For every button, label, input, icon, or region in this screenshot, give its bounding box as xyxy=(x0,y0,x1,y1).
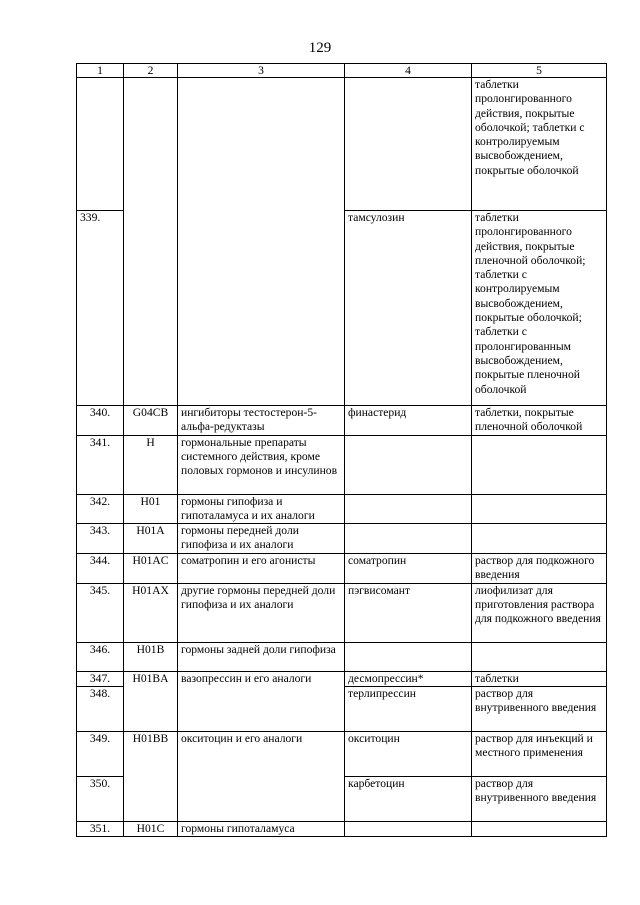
atc-group: вазопрессин и его аналоги xyxy=(178,671,345,731)
table-row xyxy=(77,822,607,837)
dosage-form: таблетки пролонгированного действия, покрытые оболочкой; таблетки с контролируемым высвобождением, покрытые оболочкой xyxy=(472,78,607,211)
column-header: 5 xyxy=(472,64,607,78)
dosage-form xyxy=(472,822,607,837)
atc-code: H01BB xyxy=(124,732,178,822)
atc-group: гормоны гипоталамуса xyxy=(178,822,345,837)
drug-name: тамсулозин xyxy=(345,211,472,406)
atc-group: гормоны гипофиза и гипоталамуса и их аналоги xyxy=(178,494,345,524)
row-number xyxy=(77,78,124,211)
atc-code: H01B xyxy=(124,642,178,671)
row-number: 341. xyxy=(77,435,124,494)
atc-group: ингибиторы тестостерон-5-альфа-редуктазы xyxy=(178,406,345,436)
atc-group: соматропин и его агонисты xyxy=(178,553,345,583)
row-number: 345. xyxy=(77,583,124,642)
table-row xyxy=(77,524,607,554)
row-number: 351. xyxy=(77,822,124,837)
dosage-form xyxy=(472,435,607,494)
drug-name: карбетоцин xyxy=(345,777,472,822)
column-header: 3 xyxy=(178,64,345,78)
row-number: 344. xyxy=(77,553,124,583)
drug-name xyxy=(345,524,472,554)
drug-name: соматропин xyxy=(345,553,472,583)
atc-code xyxy=(124,78,178,406)
dosage-form: лиофилизат для приготовления раствора для подкожного введения xyxy=(472,583,607,642)
row-number: 348. xyxy=(77,687,124,732)
row-number: 350. xyxy=(77,777,124,822)
table-row xyxy=(77,553,607,583)
dosage-form: таблетки, покрытые пленочной оболочкой xyxy=(472,406,607,436)
drug-name xyxy=(345,822,472,837)
table-header-row xyxy=(77,64,607,78)
atc-code: G04CB xyxy=(124,406,178,436)
table-row xyxy=(77,435,607,494)
atc-group: окситоцин и его аналоги xyxy=(178,732,345,822)
atc-code: H01 xyxy=(124,494,178,524)
dosage-form: таблетки пролонгированного действия, покрытые пленочной оболочкой; таблетки с контролируемым высвобождением, покрытые оболочкой; таблетки с пролонгированным высвобождением, покрытые пленочной оболочкой xyxy=(472,211,607,406)
dosage-form: раствор для внутривенного введения xyxy=(472,687,607,732)
atc-code: H01AC xyxy=(124,553,178,583)
dosage-form: раствор для внутривенного введения xyxy=(472,777,607,822)
drug-name: десмопрессин* xyxy=(345,671,472,686)
drug-name xyxy=(345,494,472,524)
drug-name: окситоцин xyxy=(345,732,472,777)
dosage-form xyxy=(472,524,607,554)
atc-group: гормональные препараты системного действия, кроме половых гормонов и инсулинов xyxy=(178,435,345,494)
atc-group: гормоны задней доли гипофиза xyxy=(178,642,345,671)
dosage-form xyxy=(472,642,607,671)
column-header: 2 xyxy=(124,64,178,78)
atc-group: другие гормоны передней доли гипофиза и их аналоги xyxy=(178,583,345,642)
row-number: 342. xyxy=(77,494,124,524)
atc-code: H xyxy=(124,435,178,494)
atc-code: H01BA xyxy=(124,671,178,731)
column-header: 4 xyxy=(345,64,472,78)
dosage-form: раствор для инъекций и местного применения xyxy=(472,732,607,777)
page-number: 129 xyxy=(308,40,332,56)
atc-code: H01A xyxy=(124,524,178,554)
drug-name xyxy=(345,435,472,494)
atc-group: гормоны передней доли гипофиза и их аналоги xyxy=(178,524,345,554)
drug-name: терлипрессин xyxy=(345,687,472,732)
drug-name xyxy=(345,642,472,671)
row-number: 340. xyxy=(77,406,124,436)
table-row xyxy=(77,732,607,777)
atc-code: H01C xyxy=(124,822,178,837)
drug-name xyxy=(345,78,472,211)
table-row xyxy=(77,494,607,524)
drug-name: пэгвисомант xyxy=(345,583,472,642)
drug-name: финастерид xyxy=(345,406,472,436)
row-number: 343. xyxy=(77,524,124,554)
row-number: 339. xyxy=(77,211,124,406)
table-row xyxy=(77,583,607,642)
table-row xyxy=(77,671,607,686)
dosage-form: раствор для подкожного введения xyxy=(472,553,607,583)
table-row xyxy=(77,78,607,211)
column-header: 1 xyxy=(77,64,124,78)
row-number: 346. xyxy=(77,642,124,671)
row-number: 349. xyxy=(77,732,124,777)
atc-group xyxy=(178,78,345,406)
table-row xyxy=(77,406,607,436)
atc-code: H01AX xyxy=(124,583,178,642)
row-number: 347. xyxy=(77,671,124,686)
dosage-form: таблетки xyxy=(472,671,607,686)
table-row xyxy=(77,642,607,671)
dosage-form xyxy=(472,494,607,524)
drug-table xyxy=(76,63,607,837)
